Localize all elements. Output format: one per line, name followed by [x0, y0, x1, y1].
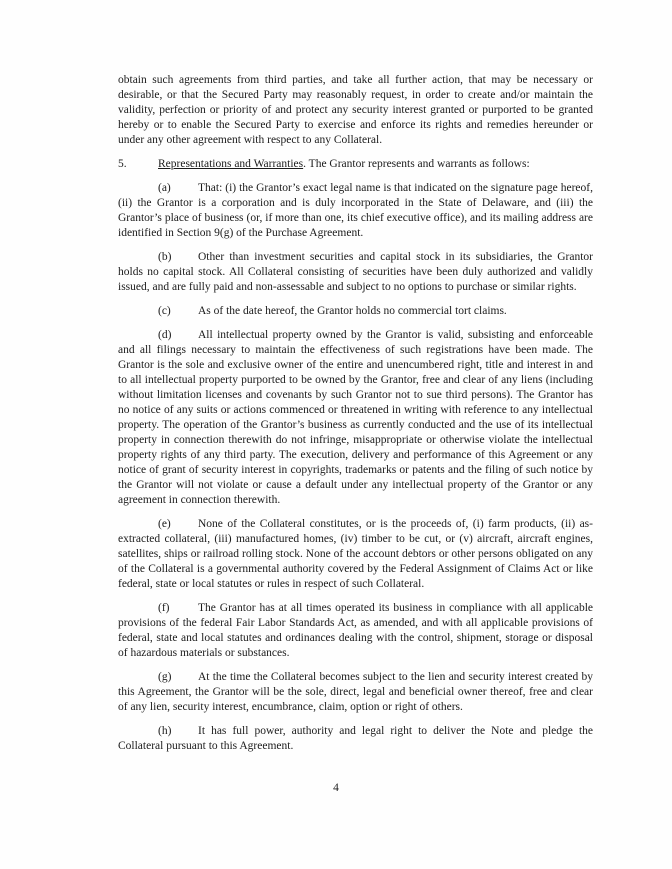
section-number: 5. [118, 158, 127, 170]
subparagraph-c [118, 304, 593, 319]
subparagraph-f-text: The Grantor has at all times operated its business in compliance with all applicable provisions of the federal Fair Labor Standards Act, as amended, and with all applicable provisions of federal, state and local statutes and ordinances dealing with the control, shipment, storage or disposal of hazardous materials or substances. [118, 602, 593, 659]
subparagraph-c-text: As of the date hereof, the Grantor holds no commercial tort claims. [198, 305, 507, 317]
page-number: 4 [333, 782, 339, 794]
subparagraph-g [118, 670, 593, 715]
subparagraph-b-label: (b) [158, 251, 172, 263]
subparagraph-h-text: It has full power, authority and legal right to deliver the Note and pledge the Collateral pursuant to this Agreement. [118, 725, 593, 752]
subparagraph-g-label: (g) [158, 671, 172, 683]
document-body [118, 73, 593, 763]
subparagraph-h-label: (h) [158, 725, 172, 737]
subparagraph-g-text: At the time the Collateral becomes subject to the lien and security interest created by this Agreement, the Grantor will be the sole, direct, legal and beneficial owner thereof, free and clear of any lien, security interest, encumbrance, claim, option or right of others. [118, 671, 593, 713]
subparagraph-f-label: (f) [158, 602, 170, 614]
subparagraph-h [118, 724, 593, 754]
subparagraph-a [118, 181, 593, 241]
section-title: Representations and Warranties [158, 158, 304, 170]
subparagraph-b [118, 250, 593, 295]
subparagraph-c-label: (c) [158, 305, 171, 317]
subparagraph-f [118, 601, 593, 661]
subparagraph-d-text: All intellectual property owned by the Grantor is valid, subsisting and enforceable and all filings necessary to maintain the effectiveness of such registrations have been made. The Grantor is the sole and exclusive owner of the entire and unencumbered right, title and interest in and to all intellectual property purported to be owned by the Grantor, free and clear of any liens (including without limitation licenses and covenants by such Grantor not to sue third persons). The Grantor has no notice of any suits or actions commenced or threatened in writing with reference to any intellectual property. The operation of the Grantor’s business as currently conducted and the use of its intellectual property in connection therewith do not infringe, misappropriate or otherwise violate the intellectual property rights of any third party. The execution, delivery and performance of this Agreement or any notice of grant of security interest in copyrights, trademarks or patents and the filing of such notice by the Grantor will not violate or cause a default under any intellectual property of the Grantor or any agreement in connection therewith. [118, 329, 593, 506]
subparagraph-e-text: None of the Collateral constitutes, or is the proceeds of, (i) farm products, (ii) as-extracted collateral, (iii) manufactured homes, (iv) timber to be cut, or (v) aircraft, aircraft engines, satellites, ships or railroad rolling stock. None of the account debtors or other persons obligated on any of the Collateral is a governmental authority covered by the Federal Assignment of Claims Act or like federal, state or local statutes or rules in respect of such Collateral. [118, 518, 593, 590]
section-5-heading [118, 157, 593, 172]
subparagraph-a-text: That: (i) the Grantor’s exact legal name is that indicated on the signature page hereof, (ii) the Grantor is a corporation and is duly incorporated in the State of Delaware, and (iii) the Grantor’s place of business (or, if more than one, its chief executive office), and its mailing address are identified in Section 9(g) of the Purchase Agreement. [118, 182, 593, 239]
subparagraph-a-label: (a) [158, 182, 171, 194]
subparagraph-e [118, 517, 593, 592]
subparagraph-d [118, 328, 593, 508]
section-heading-suffix: . The Grantor represents and warrants as follows: [303, 158, 530, 170]
subparagraph-d-label: (d) [158, 329, 172, 341]
continuation-paragraph: obtain such agreements from third parties, and take all further action, that may be necessary or desirable, or that the Secured Party may reasonably request, in order to create and/or maintain the validity, perfection or priority of and protect any security interest granted or purported to be granted hereby or to enable the Secured Party to exercise and enforce its rights and remedies hereunder or under any other agreement with respect to any Collateral. [118, 74, 593, 146]
subparagraph-b-text: Other than investment securities and capital stock in its subsidiaries, the Grantor holds no capital stock. All Collateral consisting of securities have been duly authorized and validly issued, and are fully paid and non-assessable and subject to no options to purchase or similar rights. [118, 251, 593, 293]
subparagraph-e-label: (e) [158, 518, 171, 530]
